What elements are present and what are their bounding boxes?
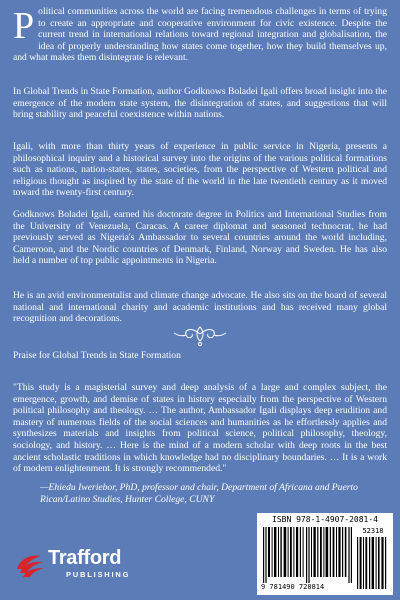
isbn-label: ISBN 978-1-4907-2081-4 xyxy=(272,515,378,524)
praise-quote: "This study is a magisterial survey and deep analysis of a large and complex subject, the emergence, growth, and demise of states in history especially from the perspective of Western political philosophy and theology. … The author, Ambassador Igali displays deep erudition and mastery of numerous fields of the social sciences and humanities as he effortlessly applies and synthesizes materials and insights from political science, political philosophy, theology, sociology, and history. … Here is the mind of a modern scholar with deep roots in the best ancient scholastic traditions in which knowledge had no disciplinary boundaries. … It is a work of modern enlightenment. It is strongly recommended." xyxy=(13,382,387,475)
barcode-bars xyxy=(263,527,353,583)
publisher-name: Trafford xyxy=(48,547,122,569)
blurb-paragraph-2: In Global Trends in State Formation, author Godknows Boladei Igali offers broad insight into the emergence of the modern state system, the disintegration of states, and suggestions that will bring stability and peaceful coexistence within nations. xyxy=(13,86,387,121)
blurb-paragraph-3: Igali, with more than thirty years of experience in public service in Nigeria, presents a philosophical inquiry and a historical survey into the origins of the various political formations such as nations, nation-states, states, societies, from the perspective of Western political and religious thought as inspired by the state of the world in the late twentieth century as it moved toward the twenty-first century. xyxy=(13,141,387,199)
author-bio-paragraph: Godknows Boladei Igali, earned his doctorate degree in Politics and International Studies from the University of Venezuela, Caracas. A career diplomat and seasoned technocrat, he had previously served as Nigeria's Ambassador to several countries around the world including, Cameroon, and the Nordic countries of Denmark, Finland, Norway and Sweden. He has also held a number of top public appointments in Nigeria. xyxy=(13,209,387,267)
trafford-publishing-logo xyxy=(14,547,131,587)
drop-cap: P xyxy=(13,5,35,47)
attribution-role: professor and chair, Department of Africana and Puerto Rican/Latino Studies, Hunter College, CUNY xyxy=(40,482,358,505)
blurb-paragraph-1 xyxy=(13,6,387,64)
trafford-logo-icon xyxy=(14,551,46,581)
publisher-sub: PUBLISHING xyxy=(66,570,131,579)
praise-heading: Praise for Global Trends in State Formation xyxy=(13,350,181,361)
author-bio-paragraph-2: He is an avid environmentalist and climate change advocate. He also sits on the board of several national and international charity and academic institutions and has received many global recognition and decorations. xyxy=(13,290,387,325)
blurb-text-1: olitical communities across the world are facing tremendous challenges in terms of trying to create an appropriate and cooperative environment for civic existence. Despite the current trend in international relations toward regional integration and globalisation, the idea of properly understanding how states come together, how they build themselves up, and what makes them disintegrate is relevant. xyxy=(13,6,387,64)
praise-attribution xyxy=(40,482,387,505)
attribution-name: —Ehiedu Iweriebor, PhD, xyxy=(40,482,140,493)
barcode-digits: 9 781490 720814 xyxy=(261,583,325,591)
ornament-divider-icon xyxy=(170,323,230,347)
isbn-addon-digits: 52318 xyxy=(362,527,384,535)
barcode-addon-bars xyxy=(357,537,389,589)
isbn-barcode xyxy=(257,513,393,595)
